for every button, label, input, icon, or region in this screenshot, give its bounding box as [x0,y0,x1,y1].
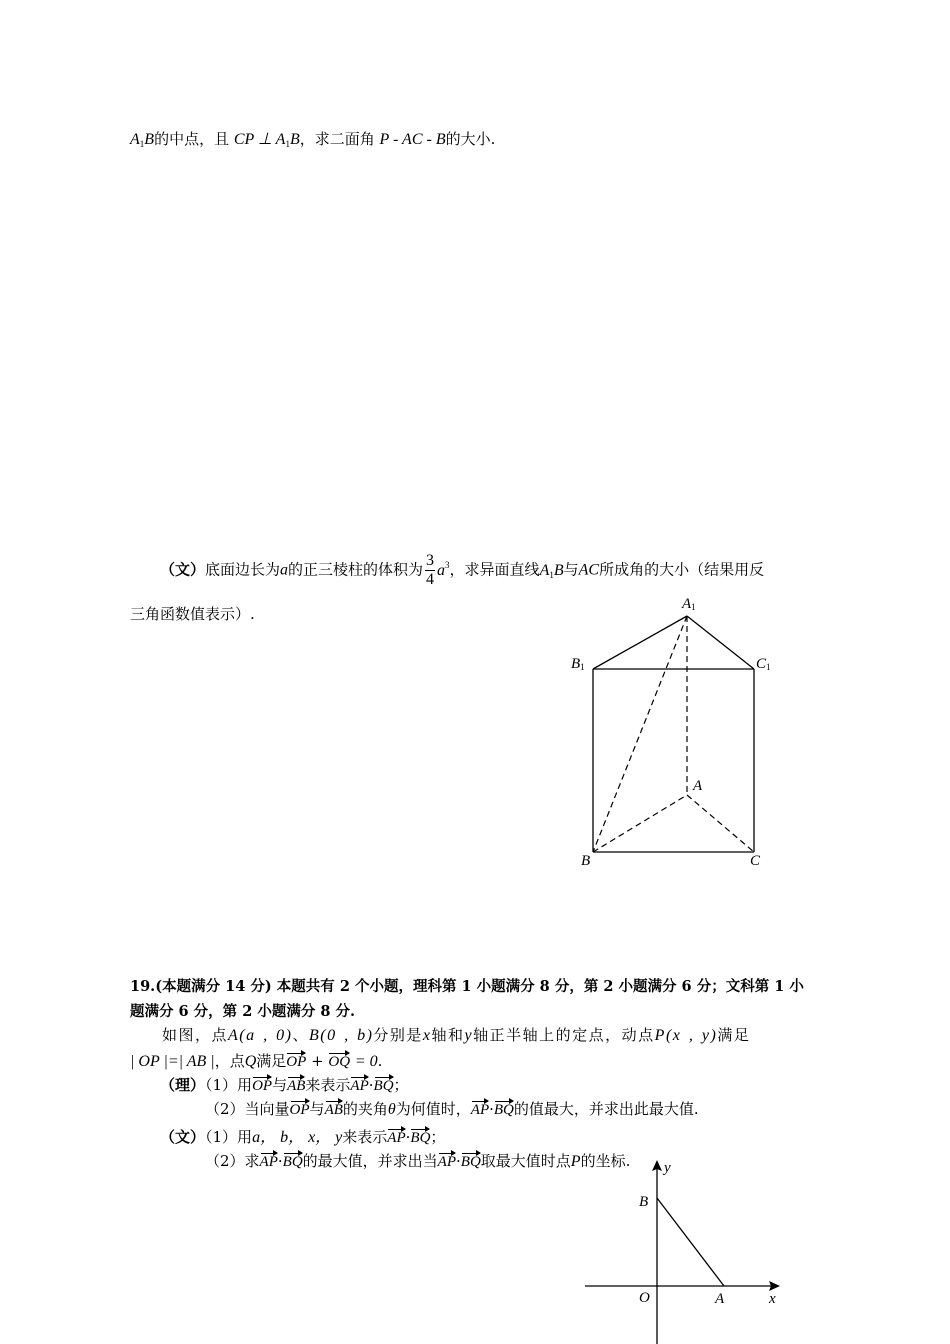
text: . [377,1052,383,1070]
text: 的坐标. [580,1152,631,1170]
text: （1）用 [205,1076,253,1094]
dot-sign: · [405,1128,411,1146]
abs-equation: | OP |=| AB | [130,1053,215,1070]
segment-a1-b-hidden [593,616,687,852]
label-y: y [664,1160,671,1176]
a1b-symbol: $A_1B$ [539,561,564,580]
ac-symbol: AC [578,561,600,579]
edge-a-c-hidden [687,795,754,852]
li-part2 [205,1098,699,1119]
text: 与 [272,1076,288,1094]
point-a: A(a , 0) [228,1027,293,1044]
vector-bq: BQ [282,1154,303,1170]
text: 、 [292,1026,309,1044]
wen18-line2: 三角函数值表示）. [130,605,255,623]
text: ，点 [214,1052,245,1070]
text: 来表示 [342,1128,388,1146]
edge-a1-c1 [687,616,754,669]
prob19-header-line2: 题满分 6 分，第 2 小题满分 8 分. [130,1003,356,1020]
vector-oq: OQ [328,1054,351,1070]
text: （2）当向量 [205,1100,290,1118]
text: （2）求 [205,1152,260,1170]
point-b: B(0 , b) [308,1027,374,1044]
text: 所成角的大小（结果用反 [599,560,765,579]
wen-tag: （文） [160,1128,206,1146]
text: 来表示 [305,1076,351,1094]
prob19-para2 [130,1050,382,1071]
text: 的值最大，并求出此最大值. [513,1100,699,1118]
label-b: B [581,853,591,869]
text: 为何值时， [395,1100,471,1118]
vector-ab: AB [287,1078,306,1094]
vector-bq: BQ [493,1102,514,1118]
vars-abxy: a， b， x， y [252,1129,343,1146]
wen18-line1 [160,552,764,589]
prob18-continuation [130,128,495,149]
text-size: 的大小. [445,130,496,148]
wen-tag: （文） [160,560,206,579]
var-x: x [422,1027,432,1044]
text-midpoint: 的中点，且 [154,130,230,148]
label-a: A [693,778,703,794]
cp-perp-expression: CP ⊥ $A_1B$ [233,131,300,149]
var-a: a [280,561,289,579]
label-a: A [715,1291,725,1307]
prob19-header-line1: 19.(本题满分 14 分) 本题共有 2 个小题，理科第 1 小题满分 8 分，第 2 小题满分 6 分；文科第 1 小 [130,978,804,995]
edge-b-a-hidden [593,795,687,852]
dihedral-expression: P - AC - B [379,131,446,148]
vector-ab: AB [324,1102,343,1118]
vector-ap: AP [259,1154,278,1170]
text: 分别是 [373,1026,423,1044]
text: （1）用 [205,1128,253,1146]
prob19-para1 [162,1024,750,1045]
plus-sign: + [311,1052,324,1070]
text: 轴和 [431,1026,465,1044]
text: 与 [563,560,579,579]
vector-op: OP [252,1078,273,1094]
text: 的夹角 [342,1100,388,1118]
label-x: x [769,1291,776,1307]
label-c: C [750,853,761,869]
vector-ap: AP [350,1078,369,1094]
text-dihedral: ，求二面角 [299,130,375,148]
point-p: P(x , y) [654,1027,718,1044]
vector-op: OP [289,1102,310,1118]
axes-figure [575,1150,795,1344]
vector-ap: AP [470,1102,490,1118]
text: ，求异面直线 [449,560,540,579]
label-b: B [639,1194,649,1210]
dot-sign: · [456,1152,461,1170]
wen19-part2 [205,1150,630,1171]
text: 如图，点 [162,1026,229,1044]
vector-ap: AP [437,1154,456,1170]
vector-op: OP [286,1054,307,1070]
vector-bq: BQ [373,1078,394,1094]
dot-sign: · [489,1100,494,1118]
wen19-part1 [160,1124,445,1147]
var-theta: θ [387,1101,396,1118]
edge-b1-a1 [593,616,687,669]
fraction-3-4: $\frac{3}{4}$ [426,552,435,588]
segment-ab [657,1198,724,1286]
text: 底面边长为 [205,560,281,579]
label-o: O [639,1290,650,1306]
li-tag: （理） [160,1076,206,1094]
text: ； [430,1128,446,1146]
text: 与 [309,1100,325,1118]
text: 轴正半轴上的定点，动点 [473,1026,655,1044]
point-p: P [570,1153,581,1170]
text: ； [393,1076,409,1094]
vector-bq: BQ [410,1130,431,1146]
equals-zero: = 0 [354,1053,378,1070]
vector-ap: AP [387,1130,406,1146]
label-a1: A1 [682,596,696,612]
li-part1 [160,1074,409,1095]
dot-sign: · [368,1076,374,1094]
prism-figure [560,590,800,880]
a1b-symbol: $A_1B$ [130,131,155,149]
dot-sign: · [277,1152,283,1170]
label-b1: B1 [571,656,585,672]
text: 取最大值时点 [480,1152,571,1170]
var-y: y [464,1027,474,1044]
point-q: Q [244,1053,257,1070]
a-cubed: $a^3$ [437,559,450,579]
text: 的最大值，并求出当 [302,1152,438,1170]
vector-bq: BQ [460,1154,481,1170]
label-c1: C1 [756,656,771,672]
text: 的正三棱柱的体积为 [288,560,424,579]
text: 满足 [717,1026,751,1044]
text: 满足 [256,1052,287,1070]
